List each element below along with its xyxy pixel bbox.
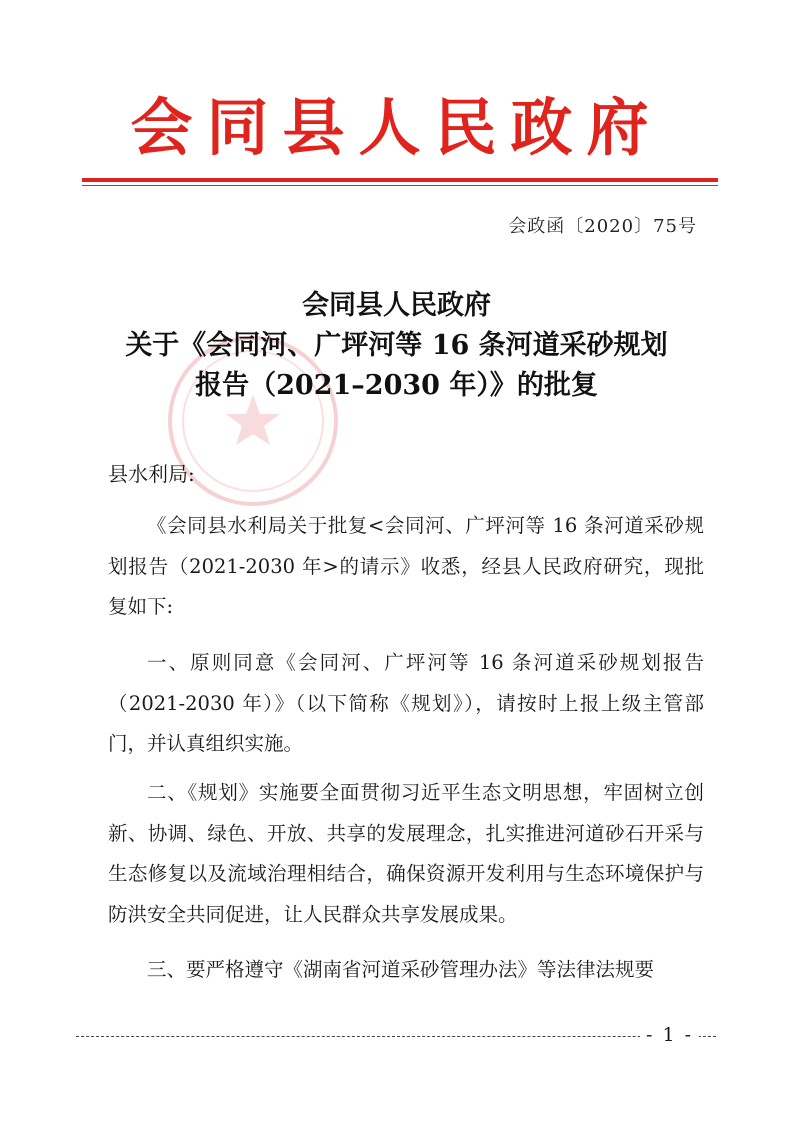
document-number: 会政函〔2020〕75号 xyxy=(508,216,697,237)
page-number: - 1 - xyxy=(640,1024,699,1046)
title-line-3: 报告（2021–2030 年）》的批复 xyxy=(195,370,598,401)
document-title xyxy=(0,286,793,406)
body-paragraph-4: 三、要严格遵守《湖南省河道采砂管理办法》等法律法规要 xyxy=(147,958,655,981)
title-line-1: 会同县人民政府 xyxy=(302,290,491,321)
recipient: 县水利局: xyxy=(108,462,195,486)
body-paragraph-1: 《会同县水利局关于批复<会同河、广坪河等 16 条河道采砂规划报告（2021-2030 年>的请示》收悉，经县人民政府研究，现批复如下: xyxy=(108,514,704,618)
body-paragraph-3: 二、《规划》实施要全面贯彻习近平生态文明思想，牢固树立创新、协调、绿色、开放、共享的发展理念，扎实推进河道砂石开采与生态修复以及流域治理相结合，确保资源开发利用与生态环境保护与防洪安全共同促进，让人民群众共享发展成果。 xyxy=(108,781,704,926)
letterhead-title: 会同县人民政府 xyxy=(130,91,663,164)
footer-divider xyxy=(76,1036,716,1037)
letterhead-red-rule-thin xyxy=(82,185,718,186)
letterhead-red-rule-thick xyxy=(82,178,718,182)
body-paragraph-2: 一、原则同意《会同河、广坪河等 16 条河道采砂规划报告（2021-2030 年）》（以下简称《规划》），请按时上报上级主管部门，并认真组织实施。 xyxy=(108,651,704,755)
title-line-2: 关于《会同河、广坪河等 16 条河道采砂规划 xyxy=(125,330,668,361)
